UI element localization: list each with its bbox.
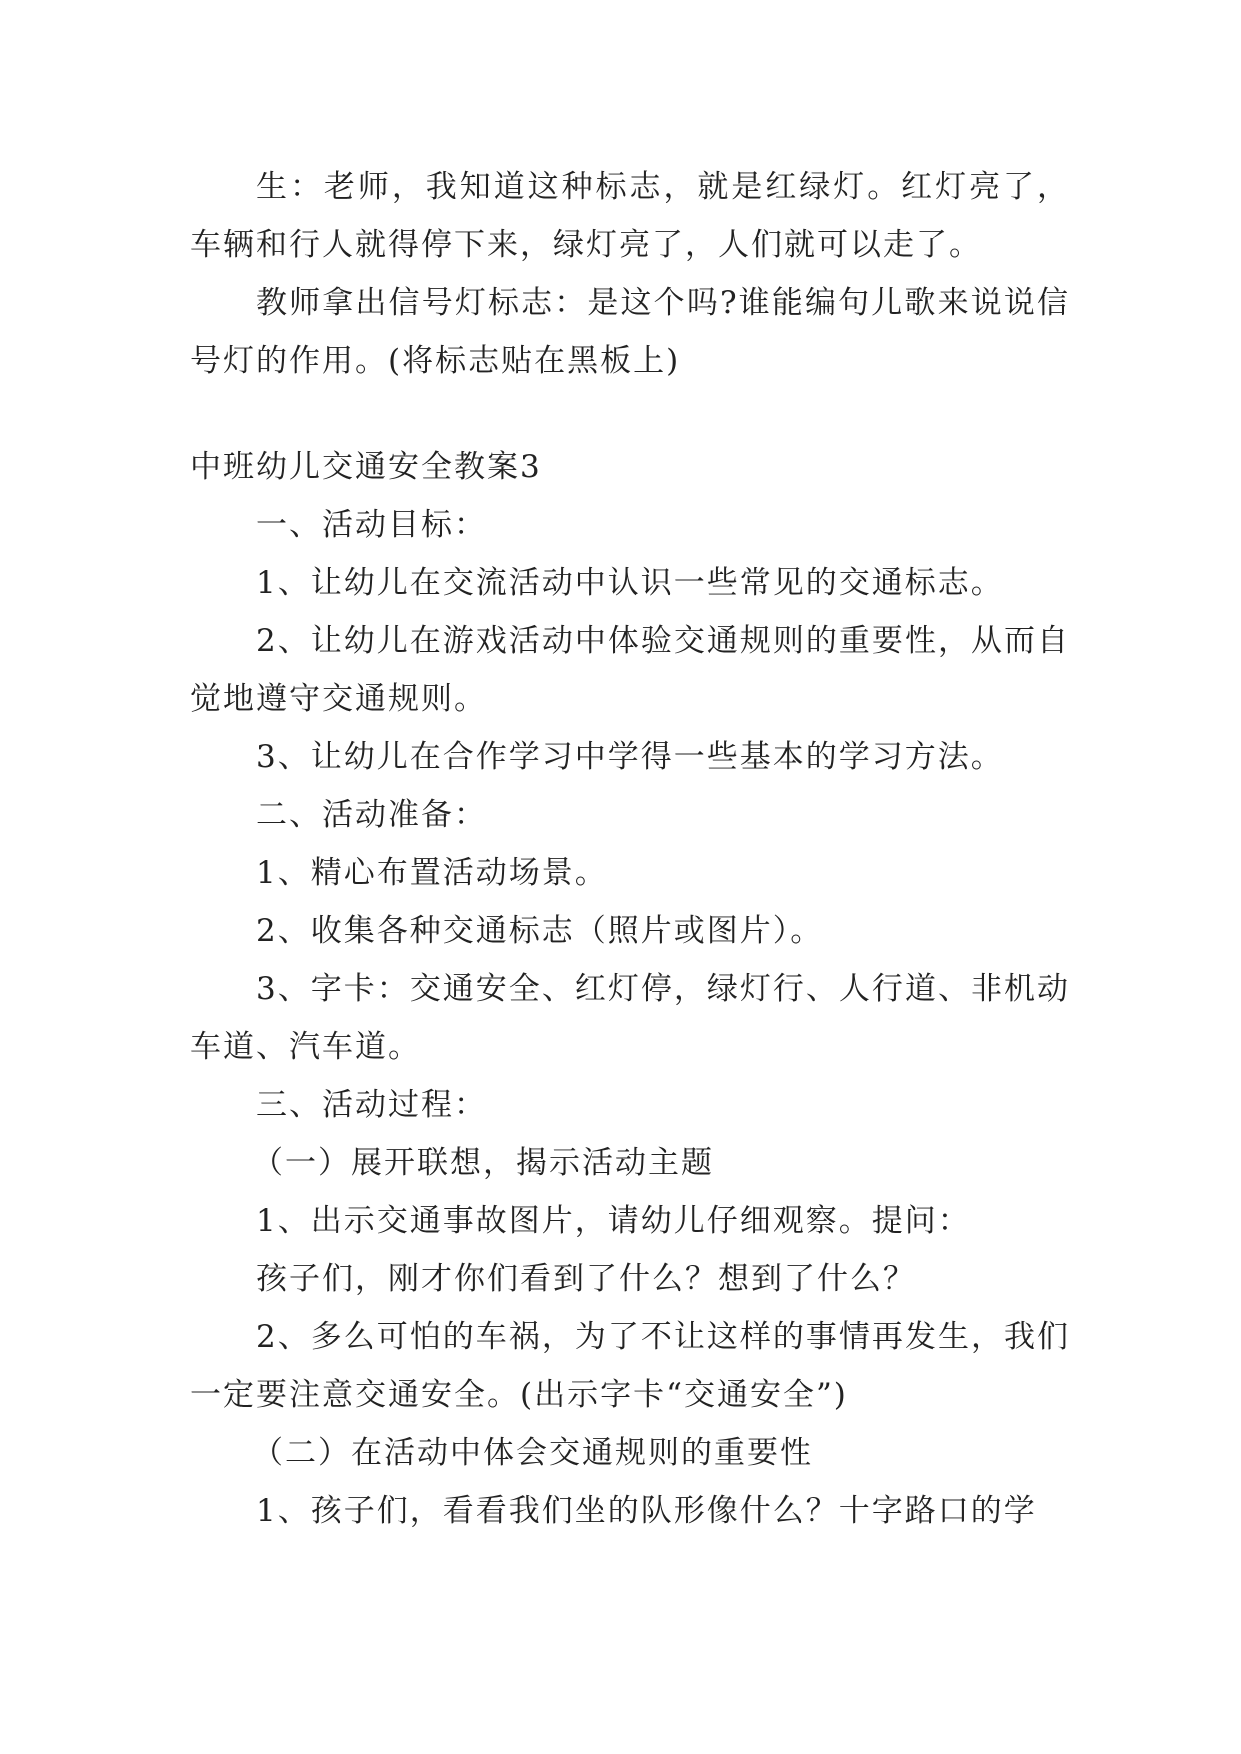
paragraph: 一、活动目标：	[256, 507, 487, 543]
paragraph: 生：老师，我知道这种标志，就是红绿灯。红灯亮了，车辆和行人就得停下来，绿灯亮了，人们就可以走了。	[190, 169, 1070, 263]
paragraph: 1、出示交通事故图片，请幼儿仔细观察。提问：	[256, 1203, 971, 1239]
paragraph: 1、让幼儿在交流活动中认识一些常见的交通标志。	[256, 565, 1004, 601]
paragraph: 2、多么可怕的车祸，为了不让这样的事情再发生，我们一定要注意交通安全。(出示字卡“交通安全”)	[190, 1319, 1070, 1413]
document-body	[190, 158, 1070, 1540]
paragraph: 孩子们，刚才你们看到了什么？想到了什么？	[256, 1261, 916, 1297]
paragraph: 2、让幼儿在游戏活动中体验交通规则的重要性，从而自觉地遵守交通规则。	[190, 623, 1070, 717]
paragraph: 1、孩子们，看看我们坐的队形像什么？十字路口的学	[256, 1493, 1037, 1529]
paragraph: （二）在活动中体会交通规则的重要性	[252, 1435, 813, 1471]
paragraph: 2、收集各种交通标志（照片或图片）。	[256, 913, 824, 949]
section-title: 中班幼儿交通安全教案3	[190, 449, 542, 485]
paragraph: 3、字卡：交通安全、红灯停，绿灯行、人行道、非机动车道、汽车道。	[190, 971, 1070, 1065]
paragraph: 教师拿出信号灯标志：是这个吗?谁能编句儿歌来说说信号灯的作用。(将标志贴在黑板上)	[190, 285, 1070, 379]
paragraph: 1、精心布置活动场景。	[256, 855, 608, 891]
paragraph: （一）展开联想，揭示活动主题	[252, 1145, 714, 1181]
paragraph: 二、活动准备：	[256, 797, 487, 833]
paragraph: 3、让幼儿在合作学习中学得一些基本的学习方法。	[256, 739, 1004, 775]
paragraph: 三、活动过程：	[256, 1087, 487, 1123]
